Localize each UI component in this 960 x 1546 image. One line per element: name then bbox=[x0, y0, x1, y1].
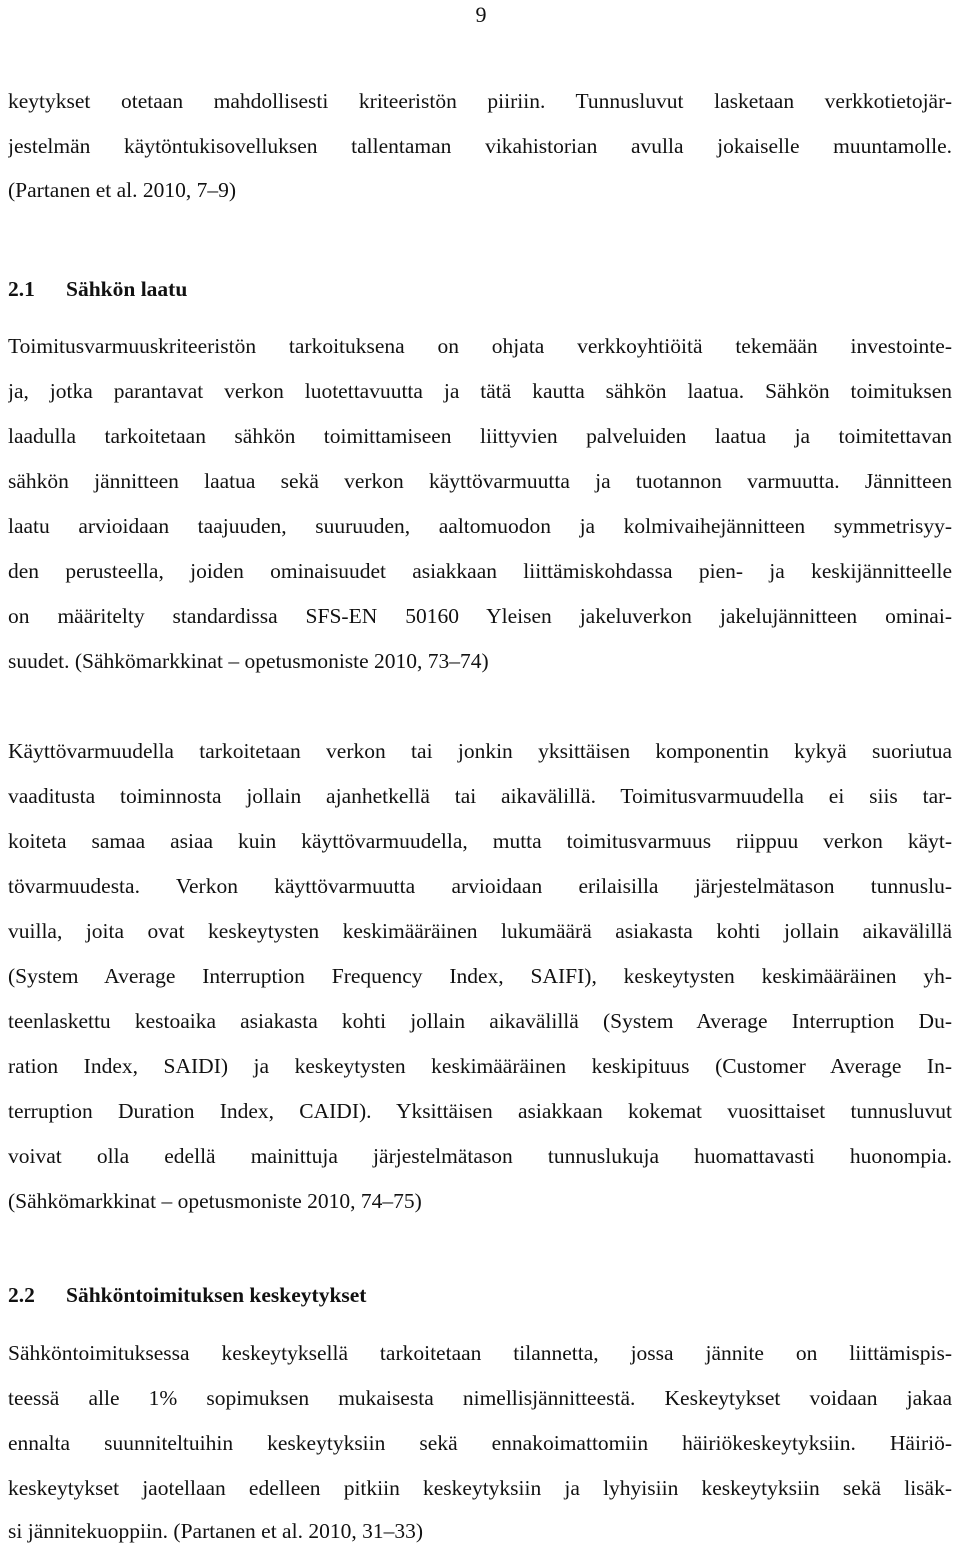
text-line: vaaditusta toiminnosta jollain ajanhetkellä tai aikavälillä. Toimitusvarmuudella ei siis tar- bbox=[8, 784, 952, 808]
text-line: keytykset otetaan mahdollisesti kriteeristön piiriin. Tunnusluvut lasketaan verkkotietojär- bbox=[8, 89, 952, 113]
section-number: 2.1 bbox=[8, 277, 35, 301]
text-line: (Partanen et al. 2010, 7–9) bbox=[8, 178, 237, 202]
text-line: jestelmän käytöntukisovelluksen tallentaman vikahistorian avulla jokaiselle muuntamolle. bbox=[8, 134, 952, 158]
text-line: ration Index, SAIDI) ja keskeytysten keskimääräinen keskipituus (Customer Average In- bbox=[8, 1054, 952, 1078]
text-line: si jännitekuoppiin. (Partanen et al. 2010, 31–33) bbox=[8, 1519, 423, 1543]
text-line: (Sähkömarkkinat – opetusmoniste 2010, 74–75) bbox=[8, 1189, 422, 1213]
text-line: ja, jotka parantavat verkon luotettavuutta ja tätä kautta sähkön laatua. Sähkön toimituksen bbox=[8, 379, 952, 403]
text-line: laadulla tarkoitetaan sähkön toimittamiseen liittyvien palveluiden laatua ja toimitettavan bbox=[8, 424, 952, 448]
text-line: Toimitusvarmuuskriteeristön tarkoituksena on ohjata verkkoyhtiöitä tekemään investointe- bbox=[8, 334, 952, 358]
text-line: keskeytykset jaotellaan edelleen pitkiin keskeytyksiin ja lyhyisiin keskeytyksiin sekä lisäk- bbox=[8, 1476, 952, 1500]
text-line: teessä alle 1% sopimuksen mukaisesta nimellisjännitteestä. Keskeytykset voidaan jakaa bbox=[8, 1386, 952, 1410]
text-line: ennalta suunniteltuihin keskeytyksiin sekä ennakoimattomiin häiriökeskeytyksiin. Häiriö- bbox=[8, 1431, 952, 1455]
text-line: suudet. (Sähkömarkkinat – opetusmoniste 2010, 73–74) bbox=[8, 649, 489, 673]
text-line: koiteta samaa asiaa kuin käyttövarmuudella, mutta toimitusvarmuus riippuu verkon käyt- bbox=[8, 829, 952, 853]
text-line: teenlaskettu kestoaika asiakasta kohti jollain aikavälillä (System Average Interruption Du- bbox=[8, 1009, 952, 1033]
section-heading bbox=[8, 274, 952, 304]
text-line: vuilla, joita ovat keskeytysten keskimääräinen lukumäärä asiakasta kohti jollain aikavälillä bbox=[8, 919, 952, 943]
text-line: sähkön jännitteen laatua sekä verkon käyttövarmuutta ja tuotannon varmuutta. Jännitteen bbox=[8, 469, 952, 493]
text-line: (System Average Interruption Frequency Index, SAIFI), keskeytysten keskimääräinen yh- bbox=[8, 964, 952, 988]
text-line: laatu arvioidaan taajuuden, suuruuden, aaltomuodon ja kolmivaihejännitteen symmetrisyy- bbox=[8, 514, 952, 538]
section-heading bbox=[8, 1280, 952, 1310]
section-number: 2.2 bbox=[8, 1283, 35, 1307]
text-line: tövarmuudesta. Verkon käyttövarmuutta arvioidaan erilaisilla järjestelmätason tunnuslu- bbox=[8, 874, 952, 898]
page-number: 9 bbox=[475, 2, 487, 27]
text-line: Sähköntoimituksessa keskeytyksellä tarkoitetaan tilannetta, jossa jännite on liittämispis- bbox=[8, 1341, 952, 1365]
text-line: den perusteella, joiden ominaisuudet asiakkaan liittämiskohdassa pien- ja keskijännitteelle bbox=[8, 559, 952, 583]
section-title: Sähköntoimituksen keskeytykset bbox=[66, 1283, 367, 1307]
section-title: Sähkön laatu bbox=[66, 277, 188, 301]
text-line: terruption Duration Index, CAIDI). Yksittäisen asiakkaan kokemat vuosittaiset tunnusluvut bbox=[8, 1099, 952, 1123]
text-line: voivat olla edellä mainittuja järjestelmätason tunnuslukuja huomattavasti huonompia. bbox=[8, 1144, 952, 1168]
text-line: on määritelty standardissa SFS-EN 50160 Yleisen jakeluverkon jakelujännitteen ominai- bbox=[8, 604, 952, 628]
text-line: Käyttövarmuudella tarkoitetaan verkon tai jonkin yksittäisen komponentin kykyä suoriutua bbox=[8, 739, 952, 763]
